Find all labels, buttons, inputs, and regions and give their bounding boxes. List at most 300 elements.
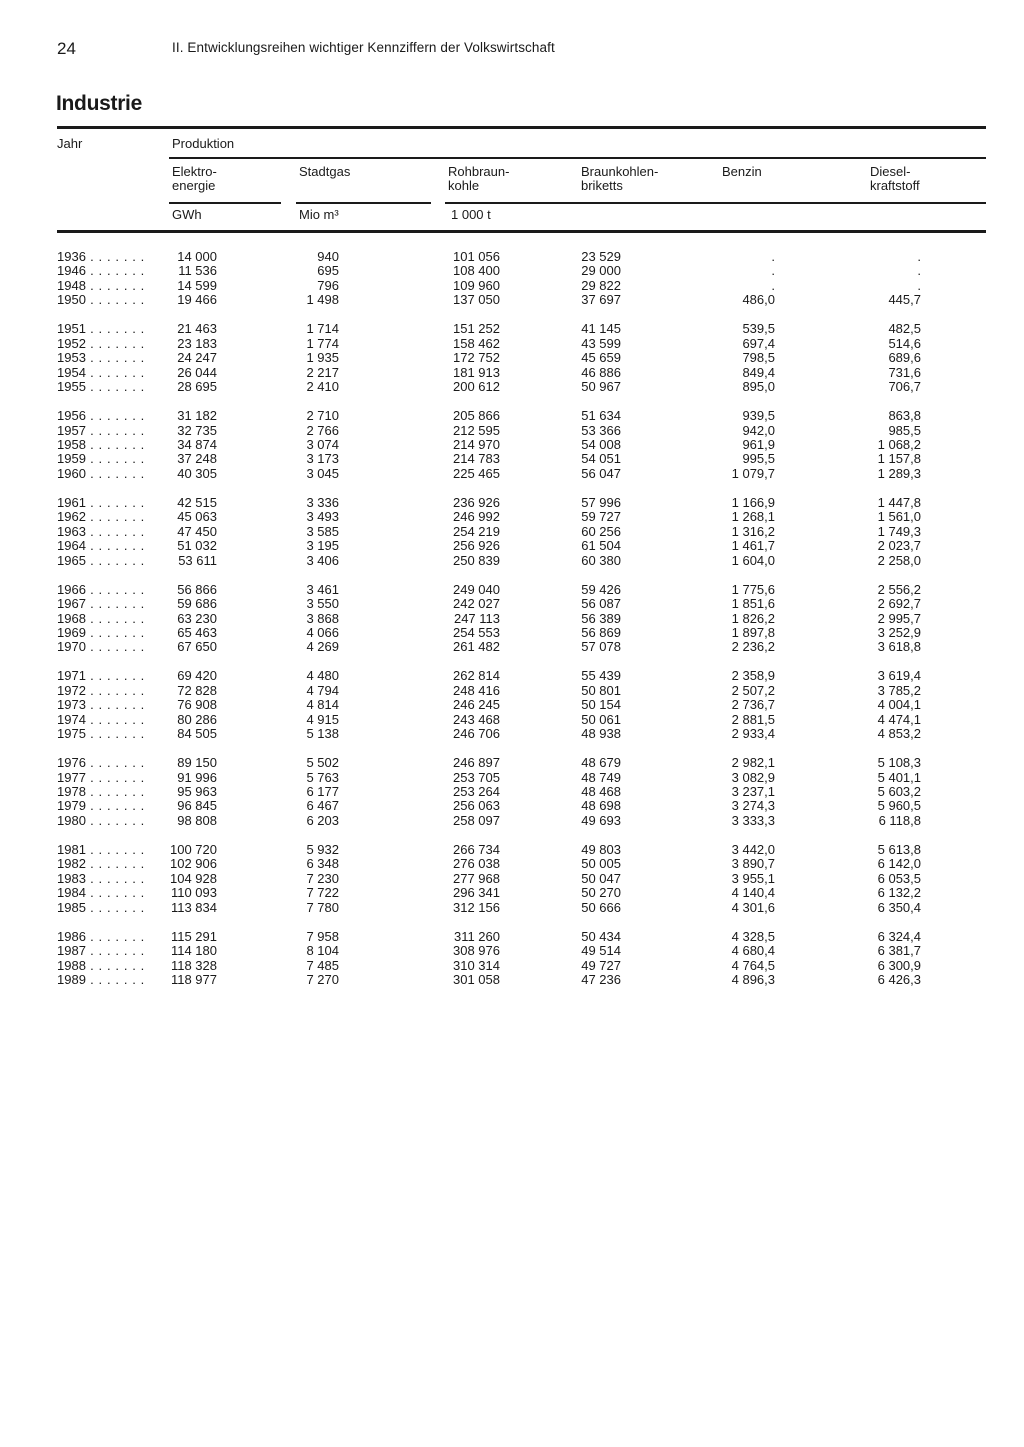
cell-benzin: 4 140,4 xyxy=(731,885,775,901)
cell-rohbraunkohle: 137 050 xyxy=(453,292,500,308)
cell-elektroenergie: 113 834 xyxy=(170,899,217,915)
cell-elektroenergie: 59 686 xyxy=(177,596,217,611)
cell-year: 1982 . . . xyxy=(57,857,145,872)
cell-stadtgas: 7 270 xyxy=(306,971,339,987)
cell-stadtgas: 6 348 xyxy=(306,856,339,872)
header-col-braunkohlenbriketts: Braunkohlen- briketts xyxy=(581,164,659,193)
cell-year: 1981 . . . xyxy=(57,843,145,858)
cell-stadtgas: 7 230 xyxy=(306,870,339,886)
cell-rohbraunkohle: 266 734 xyxy=(453,841,500,857)
table-row xyxy=(0,424,1024,439)
cell-stadtgas: 3 336 xyxy=(306,494,339,510)
cell-braunkohlenbriketts: 48 468 xyxy=(581,784,621,799)
cell-stadtgas: 4 480 xyxy=(306,668,339,684)
cell-elektroenergie: 80 286 xyxy=(177,711,217,727)
cell-elektroenergie: 65 463 xyxy=(177,624,217,640)
cell-braunkohlenbriketts: 56 047 xyxy=(581,465,621,481)
table-row xyxy=(0,279,1024,294)
table-row xyxy=(0,438,1024,453)
cell-rohbraunkohle: 181 913 xyxy=(453,364,500,380)
cell-stadtgas: 3 585 xyxy=(306,523,339,539)
cell-stadtgas: 4 915 xyxy=(306,711,339,727)
cell-rohbraunkohle: 254 553 xyxy=(453,624,500,640)
cell-dieselkraftstoff: . xyxy=(917,263,921,279)
cell-benzin: 798,5 xyxy=(742,350,775,366)
cell-benzin: 895,0 xyxy=(742,379,775,395)
cell-year: 1951 . . . xyxy=(57,322,145,337)
table-row xyxy=(0,612,1024,627)
cell-rohbraunkohle: 253 264 xyxy=(453,784,500,799)
cell-elektroenergie: 45 063 xyxy=(177,509,217,525)
cell-rohbraunkohle: 200 612 xyxy=(453,379,500,395)
cell-dieselkraftstoff: 5 108,3 xyxy=(877,755,921,771)
cell-benzin: 4 680,4 xyxy=(731,943,775,958)
table-row xyxy=(0,409,1024,424)
cell-stadtgas: 796 xyxy=(317,277,339,293)
cell-rohbraunkohle: 296 341 xyxy=(453,885,500,901)
cell-dieselkraftstoff: 1 561,0 xyxy=(877,509,921,525)
cell-dieselkraftstoff: . xyxy=(917,249,921,264)
cell-benzin: 3 955,1 xyxy=(731,870,775,886)
cell-year: 1988 . . . xyxy=(57,959,145,974)
cell-braunkohlenbriketts: 61 504 xyxy=(581,538,621,554)
cell-rohbraunkohle: 249 040 xyxy=(453,581,500,597)
cell-stadtgas: 695 xyxy=(317,263,339,279)
cell-stadtgas: 3 195 xyxy=(306,538,339,554)
cell-braunkohlenbriketts: 60 256 xyxy=(581,523,621,539)
cell-year: 1987 . . . xyxy=(57,944,145,959)
table-row xyxy=(0,250,1024,265)
cell-braunkohlenbriketts: 23 529 xyxy=(581,249,621,264)
cell-stadtgas: 4 794 xyxy=(306,682,339,698)
section-title: Industrie xyxy=(56,92,142,115)
cell-dieselkraftstoff: 6 324,4 xyxy=(877,928,921,944)
table-row xyxy=(0,467,1024,482)
cell-year: 1953 . . . xyxy=(57,351,145,366)
cell-stadtgas: 6 177 xyxy=(306,784,339,799)
cell-year: 1964 . . . xyxy=(57,539,145,554)
cell-braunkohlenbriketts: 50 666 xyxy=(581,899,621,915)
cell-year: 1967 . . . xyxy=(57,597,145,612)
unit-1000-t: 1 000 t xyxy=(451,207,491,222)
cell-elektroenergie: 89 150 xyxy=(177,755,217,771)
table-row xyxy=(0,539,1024,554)
cell-year: 1950 . . . xyxy=(57,293,145,308)
table-row xyxy=(0,597,1024,612)
cell-elektroenergie: 91 996 xyxy=(177,769,217,785)
table-row xyxy=(0,756,1024,771)
header-jahr: Jahr xyxy=(57,136,83,151)
cell-year: 1983 . . . xyxy=(57,872,145,887)
header-bottom-rule xyxy=(57,230,986,233)
cell-dieselkraftstoff: 2 023,7 xyxy=(877,538,921,554)
cell-dieselkraftstoff: 6 132,2 xyxy=(877,885,921,901)
cell-elektroenergie: 102 906 xyxy=(170,856,217,872)
cell-year: 1963 . . . xyxy=(57,525,145,540)
cell-year: 1972 . . . xyxy=(57,684,145,699)
cell-rohbraunkohle: 246 245 xyxy=(453,697,500,713)
cell-rohbraunkohle: 261 482 xyxy=(453,639,500,655)
cell-elektroenergie: 114 180 xyxy=(170,943,217,958)
cell-benzin: 3 890,7 xyxy=(731,856,775,872)
cell-benzin: . xyxy=(771,263,775,279)
cell-rohbraunkohle: 311 260 xyxy=(453,928,500,944)
header-col-dieselkraftstoff: Diesel- kraftstoff xyxy=(870,164,920,193)
cell-rohbraunkohle: 246 706 xyxy=(453,726,500,742)
cell-rohbraunkohle: 262 814 xyxy=(453,668,500,684)
cell-elektroenergie: 51 032 xyxy=(177,538,217,554)
cell-elektroenergie: 96 845 xyxy=(177,798,217,814)
cell-dieselkraftstoff: 3 619,4 xyxy=(877,668,921,684)
cell-braunkohlenbriketts: 49 514 xyxy=(581,943,621,958)
cell-benzin: 3 082,9 xyxy=(731,769,775,785)
cell-year: 1976 . . . xyxy=(57,756,145,771)
cell-dieselkraftstoff: 5 613,8 xyxy=(877,841,921,857)
cell-benzin: 849,4 xyxy=(742,364,775,380)
cell-elektroenergie: 53 611 xyxy=(178,552,217,568)
cell-year: 1962 . . . xyxy=(57,510,145,525)
cell-year: 1961 . . . xyxy=(57,496,145,511)
cell-elektroenergie: 98 808 xyxy=(177,812,217,828)
cell-stadtgas: 2 410 xyxy=(306,379,339,395)
table-row xyxy=(0,944,1024,959)
cell-rohbraunkohle: 243 468 xyxy=(453,711,500,727)
cell-rohbraunkohle: 101 056 xyxy=(453,249,500,264)
cell-dieselkraftstoff: 3 618,8 xyxy=(877,639,921,655)
cell-dieselkraftstoff: 6 381,7 xyxy=(877,943,921,958)
cell-rohbraunkohle: 250 839 xyxy=(453,552,500,568)
cell-year: 1957 . . . xyxy=(57,424,145,439)
cell-braunkohlenbriketts: 55 439 xyxy=(581,668,621,684)
header-col-elektroenergie: Elektro- energie xyxy=(172,164,217,193)
running-header: II. Entwicklungsreihen wichtiger Kennziffern der Volkswirtschaft xyxy=(172,40,555,55)
cell-stadtgas: 1 498 xyxy=(306,292,339,308)
cell-stadtgas: 7 722 xyxy=(306,885,339,901)
cell-dieselkraftstoff: . xyxy=(917,277,921,293)
cell-stadtgas: 5 502 xyxy=(306,755,339,771)
unit-rule-mio xyxy=(296,202,431,204)
cell-year: 1980 . . . xyxy=(57,814,145,829)
cell-benzin: 2 881,5 xyxy=(731,711,775,727)
cell-stadtgas: 3 461 xyxy=(306,581,339,597)
cell-elektroenergie: 24 247 xyxy=(177,350,217,366)
cell-benzin: 3 274,3 xyxy=(731,798,775,814)
cell-year: 1952 . . . xyxy=(57,337,145,352)
cell-elektroenergie: 23 183 xyxy=(177,335,217,351)
table-row xyxy=(0,452,1024,467)
cell-year: 1959 . . . xyxy=(57,452,145,467)
cell-elektroenergie: 32 735 xyxy=(177,422,217,438)
cell-elektroenergie: 95 963 xyxy=(177,784,217,799)
cell-dieselkraftstoff: 6 142,0 xyxy=(877,856,921,872)
cell-braunkohlenbriketts: 50 967 xyxy=(581,379,621,395)
cell-year: 1969 . . . xyxy=(57,626,145,641)
table-row xyxy=(0,366,1024,381)
cell-elektroenergie: 42 515 xyxy=(177,494,217,510)
cell-dieselkraftstoff: 1 749,3 xyxy=(877,523,921,539)
cell-benzin: 942,0 xyxy=(742,422,775,438)
table-row xyxy=(0,973,1024,988)
cell-benzin: 4 764,5 xyxy=(731,957,775,973)
cell-elektroenergie: 37 248 xyxy=(177,451,217,467)
unit-rule-tsd xyxy=(445,202,986,204)
cell-benzin: 961,9 xyxy=(742,436,775,452)
table-row xyxy=(0,337,1024,352)
cell-braunkohlenbriketts: 37 697 xyxy=(581,292,621,308)
cell-benzin: 1 897,8 xyxy=(731,624,775,640)
cell-rohbraunkohle: 312 156 xyxy=(453,899,500,915)
cell-dieselkraftstoff: 6 426,3 xyxy=(877,971,921,987)
cell-braunkohlenbriketts: 50 005 xyxy=(581,856,621,872)
cell-braunkohlenbriketts: 48 938 xyxy=(581,726,621,742)
table-row xyxy=(0,626,1024,641)
cell-rohbraunkohle: 253 705 xyxy=(453,769,500,785)
cell-rohbraunkohle: 247 113 xyxy=(453,610,500,626)
cell-dieselkraftstoff: 4 853,2 xyxy=(877,726,921,742)
cell-year: 1973 . . . xyxy=(57,698,145,713)
cell-stadtgas: 3 045 xyxy=(306,465,339,481)
cell-dieselkraftstoff: 1 447,8 xyxy=(877,494,921,510)
cell-braunkohlenbriketts: 51 634 xyxy=(581,408,621,423)
cell-elektroenergie: 63 230 xyxy=(177,610,217,626)
cell-braunkohlenbriketts: 48 679 xyxy=(581,755,621,771)
cell-stadtgas: 3 493 xyxy=(306,509,339,525)
top-thick-rule xyxy=(57,126,986,129)
cell-braunkohlenbriketts: 47 236 xyxy=(581,971,621,987)
cell-stadtgas: 4 066 xyxy=(306,624,339,640)
cell-elektroenergie: 56 866 xyxy=(177,581,217,597)
cell-rohbraunkohle: 308 976 xyxy=(453,943,500,958)
cell-braunkohlenbriketts: 49 693 xyxy=(581,812,621,828)
cell-dieselkraftstoff: 1 289,3 xyxy=(877,465,921,481)
cell-benzin: 2 933,4 xyxy=(731,726,775,742)
cell-year: 1958 . . . xyxy=(57,438,145,453)
cell-braunkohlenbriketts: 59 426 xyxy=(581,581,621,597)
cell-rohbraunkohle: 256 063 xyxy=(453,798,500,814)
cell-year: 1985 . . . xyxy=(57,901,145,916)
cell-dieselkraftstoff: 2 258,0 xyxy=(877,552,921,568)
cell-benzin: 4 896,3 xyxy=(731,971,775,987)
cell-stadtgas: 8 104 xyxy=(306,943,339,958)
cell-year: 1946 . . . xyxy=(57,264,145,279)
cell-year: 1948 . . . xyxy=(57,279,145,294)
cell-stadtgas: 1 714 xyxy=(306,321,339,337)
cell-dieselkraftstoff: 4 474,1 xyxy=(877,711,921,727)
table-row xyxy=(0,843,1024,858)
cell-stadtgas: 3 406 xyxy=(306,552,339,568)
cell-year: 1989 . . . xyxy=(57,973,145,988)
cell-rohbraunkohle: 214 970 xyxy=(453,436,500,452)
cell-elektroenergie: 76 908 xyxy=(177,697,217,713)
cell-stadtgas: 3 550 xyxy=(306,596,339,611)
cell-benzin: 1 604,0 xyxy=(731,552,775,568)
cell-year: 1974 . . . xyxy=(57,713,145,728)
cell-year: 1978 . . . xyxy=(57,785,145,800)
cell-year: 1956 . . . xyxy=(57,409,145,424)
cell-braunkohlenbriketts: 60 380 xyxy=(581,552,621,568)
cell-rohbraunkohle: 276 038 xyxy=(453,856,500,872)
cell-braunkohlenbriketts: 48 698 xyxy=(581,798,621,814)
table-row xyxy=(0,554,1024,569)
cell-rohbraunkohle: 254 219 xyxy=(453,523,500,539)
unit-gwh: GWh xyxy=(172,207,202,222)
cell-rohbraunkohle: 151 252 xyxy=(453,321,500,337)
cell-elektroenergie: 14 000 xyxy=(177,249,217,264)
cell-dieselkraftstoff: 6 350,4 xyxy=(877,899,921,915)
cell-braunkohlenbriketts: 50 047 xyxy=(581,870,621,886)
cell-rohbraunkohle: 158 462 xyxy=(453,335,500,351)
cell-stadtgas: 6 203 xyxy=(306,812,339,828)
cell-rohbraunkohle: 205 866 xyxy=(453,408,500,423)
table-row xyxy=(0,583,1024,598)
cell-elektroenergie: 19 466 xyxy=(177,292,217,308)
cell-elektroenergie: 34 874 xyxy=(177,436,217,452)
cell-braunkohlenbriketts: 50 434 xyxy=(581,928,621,944)
cell-benzin: 539,5 xyxy=(742,321,775,337)
cell-year: 1979 . . . xyxy=(57,799,145,814)
cell-dieselkraftstoff: 1 157,8 xyxy=(877,451,921,467)
cell-benzin: . xyxy=(771,249,775,264)
cell-elektroenergie: 115 291 xyxy=(170,928,217,944)
cell-braunkohlenbriketts: 49 727 xyxy=(581,957,621,973)
cell-elektroenergie: 110 093 xyxy=(170,885,217,901)
cell-benzin: 486,0 xyxy=(742,292,775,308)
table-row xyxy=(0,799,1024,814)
cell-braunkohlenbriketts: 50 270 xyxy=(581,885,621,901)
cell-braunkohlenbriketts: 56 869 xyxy=(581,624,621,640)
cell-rohbraunkohle: 258 097 xyxy=(453,812,500,828)
cell-braunkohlenbriketts: 29 822 xyxy=(581,277,621,293)
cell-braunkohlenbriketts: 50 801 xyxy=(581,682,621,698)
cell-stadtgas: 7 485 xyxy=(306,957,339,973)
cell-benzin: 1 316,2 xyxy=(731,523,775,539)
cell-dieselkraftstoff: 6 118,8 xyxy=(878,812,921,828)
table-row xyxy=(0,525,1024,540)
page-number: 24 xyxy=(57,39,76,58)
cell-dieselkraftstoff: 4 004,1 xyxy=(877,697,921,713)
cell-rohbraunkohle: 236 926 xyxy=(453,494,500,510)
cell-elektroenergie: 69 420 xyxy=(177,668,217,684)
cell-benzin: 3 237,1 xyxy=(731,784,775,799)
table-row xyxy=(0,510,1024,525)
table-row xyxy=(0,930,1024,945)
cell-rohbraunkohle: 277 968 xyxy=(453,870,500,886)
table-row xyxy=(0,901,1024,916)
produktion-rule xyxy=(169,157,986,159)
cell-elektroenergie: 26 044 xyxy=(177,364,217,380)
table-row xyxy=(0,698,1024,713)
cell-rohbraunkohle: 256 926 xyxy=(453,538,500,554)
cell-rohbraunkohle: 172 752 xyxy=(453,350,500,366)
cell-dieselkraftstoff: 6 300,9 xyxy=(877,957,921,973)
cell-braunkohlenbriketts: 46 886 xyxy=(581,364,621,380)
cell-elektroenergie: 40 305 xyxy=(177,465,217,481)
cell-stadtgas: 7 780 xyxy=(306,899,339,915)
cell-year: 1971 . . . xyxy=(57,669,145,684)
cell-braunkohlenbriketts: 56 087 xyxy=(581,596,621,611)
cell-braunkohlenbriketts: 45 659 xyxy=(581,350,621,366)
cell-braunkohlenbriketts: 29 000 xyxy=(581,263,621,279)
table-row xyxy=(0,872,1024,887)
cell-braunkohlenbriketts: 54 051 xyxy=(581,451,621,467)
cell-braunkohlenbriketts: 50 061 xyxy=(581,711,621,727)
cell-dieselkraftstoff: 985,5 xyxy=(888,422,921,438)
cell-elektroenergie: 100 720 xyxy=(170,841,217,857)
cell-dieselkraftstoff: 3 252,9 xyxy=(877,624,921,640)
table-row xyxy=(0,684,1024,699)
cell-dieselkraftstoff: 2 556,2 xyxy=(877,581,921,597)
cell-dieselkraftstoff: 1 068,2 xyxy=(877,436,921,452)
cell-rohbraunkohle: 109 960 xyxy=(453,277,500,293)
cell-benzin: 1 079,7 xyxy=(731,465,775,481)
cell-elektroenergie: 118 977 xyxy=(170,971,217,987)
cell-rohbraunkohle: 108 400 xyxy=(453,263,500,279)
cell-elektroenergie: 21 463 xyxy=(177,321,217,337)
cell-elektroenergie: 104 928 xyxy=(170,870,217,886)
cell-elektroenergie: 11 536 xyxy=(178,263,217,279)
table-row xyxy=(0,322,1024,337)
header-col-rohbraunkohle: Rohbraun- kohle xyxy=(448,164,510,193)
cell-stadtgas: 3 173 xyxy=(306,451,339,467)
table-row xyxy=(0,814,1024,829)
cell-year: 1986 . . . xyxy=(57,930,145,945)
cell-benzin: 3 442,0 xyxy=(731,841,775,857)
cell-benzin: 697,4 xyxy=(742,335,775,351)
cell-benzin: 4 328,5 xyxy=(731,928,775,944)
cell-dieselkraftstoff: 5 603,2 xyxy=(877,784,921,799)
cell-stadtgas: 3 868 xyxy=(306,610,339,626)
cell-stadtgas: 3 074 xyxy=(306,436,339,452)
cell-stadtgas: 6 467 xyxy=(306,798,339,814)
cell-rohbraunkohle: 246 897 xyxy=(453,755,500,771)
cell-benzin: 995,5 xyxy=(742,451,775,467)
cell-dieselkraftstoff: 2 692,7 xyxy=(877,596,921,611)
table-row xyxy=(0,640,1024,655)
cell-year: 1984 . . . xyxy=(57,886,145,901)
cell-braunkohlenbriketts: 59 727 xyxy=(581,509,621,525)
cell-stadtgas: 5 138 xyxy=(306,726,339,742)
cell-stadtgas: 5 763 xyxy=(306,769,339,785)
header-col-benzin: Benzin xyxy=(722,164,762,179)
cell-braunkohlenbriketts: 48 749 xyxy=(581,769,621,785)
cell-braunkohlenbriketts: 53 366 xyxy=(581,422,621,438)
cell-dieselkraftstoff: 706,7 xyxy=(888,379,921,395)
cell-benzin: 4 301,6 xyxy=(731,899,775,915)
cell-elektroenergie: 31 182 xyxy=(177,408,217,423)
cell-year: 1965 . . . xyxy=(57,554,145,569)
cell-benzin: 1 851,6 xyxy=(731,596,775,611)
cell-dieselkraftstoff: 863,8 xyxy=(888,408,921,423)
cell-benzin: 2 982,1 xyxy=(731,755,775,771)
cell-stadtgas: 1 774 xyxy=(306,335,339,351)
unit-mio-m3: Mio m³ xyxy=(299,207,339,222)
cell-braunkohlenbriketts: 56 389 xyxy=(581,610,621,626)
cell-braunkohlenbriketts: 57 078 xyxy=(581,639,621,655)
cell-rohbraunkohle: 212 595 xyxy=(453,422,500,438)
cell-elektroenergie: 84 505 xyxy=(177,726,217,742)
cell-benzin: 2 358,9 xyxy=(731,668,775,684)
cell-stadtgas: 1 935 xyxy=(306,350,339,366)
cell-dieselkraftstoff: 445,7 xyxy=(888,292,921,308)
cell-dieselkraftstoff: 731,6 xyxy=(888,364,921,380)
cell-dieselkraftstoff: 6 053,5 xyxy=(877,870,921,886)
cell-dieselkraftstoff: 5 960,5 xyxy=(877,798,921,814)
cell-year: 1954 . . . xyxy=(57,366,145,381)
table-row xyxy=(0,959,1024,974)
cell-dieselkraftstoff: 514,6 xyxy=(888,335,921,351)
cell-benzin: 1 826,2 xyxy=(731,610,775,626)
cell-year: 1966 . . . xyxy=(57,583,145,598)
